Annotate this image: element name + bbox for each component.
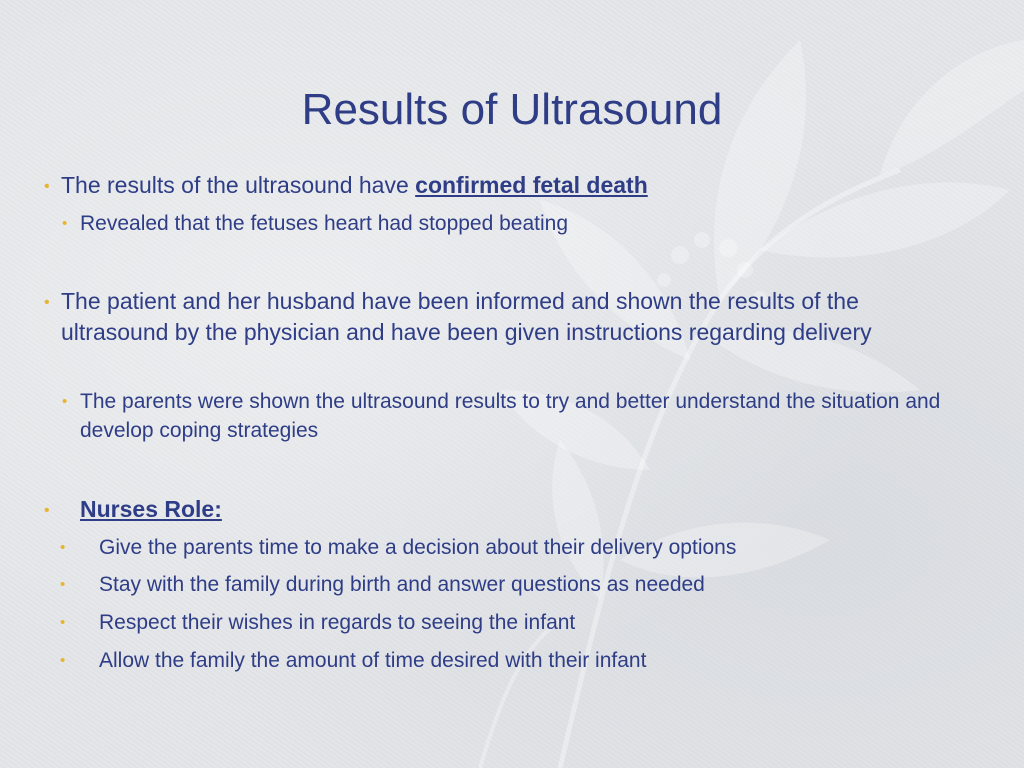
list-item-text: Allow the family the amount of time desired with their infant bbox=[99, 649, 647, 672]
list-item-text: Give the parents time to make a decision about their delivery options bbox=[99, 536, 737, 559]
bullet-ultrasound-results bbox=[44, 170, 944, 201]
bullet-marker: • bbox=[44, 502, 50, 519]
bullet-text: The patient and her husband have been informed and shown the results of the ultrasound by the physician and have been given instructions regarding delivery bbox=[61, 288, 872, 345]
bullet-patient-informed bbox=[44, 286, 964, 348]
bullet-marker: • bbox=[44, 294, 50, 311]
list-item-text: Respect their wishes in regards to seeing the infant bbox=[99, 611, 576, 634]
bullet-nurses-role bbox=[44, 494, 944, 525]
emphasis-text: confirmed fetal death bbox=[415, 172, 648, 198]
sub-bullet-heart-stopped bbox=[62, 209, 962, 238]
bullet-marker: • bbox=[60, 614, 66, 631]
nurses-role-heading: Nurses Role: bbox=[80, 496, 222, 522]
bullet-text: The results of the ultrasound have bbox=[61, 172, 416, 198]
bullet-marker: • bbox=[62, 215, 68, 232]
list-item bbox=[60, 608, 960, 637]
bullet-marker: • bbox=[60, 652, 66, 669]
slide-title: Results of Ultrasound bbox=[301, 85, 723, 134]
list-item bbox=[60, 646, 960, 675]
list-item-text: Stay with the family during birth and answer questions as needed bbox=[99, 573, 705, 596]
bullet-marker: • bbox=[60, 539, 66, 556]
list-item bbox=[60, 533, 960, 562]
bullet-text: The parents were shown the ultrasound results to try and better understand the situation and develop coping strategies bbox=[80, 390, 941, 442]
bullet-marker: • bbox=[60, 576, 66, 593]
list-item bbox=[60, 570, 960, 599]
bullet-marker: • bbox=[44, 178, 50, 195]
bullet-text: Revealed that the fetuses heart had stopped beating bbox=[80, 212, 569, 235]
bullet-marker: • bbox=[62, 393, 68, 410]
sub-bullet-parents-shown bbox=[62, 387, 962, 445]
